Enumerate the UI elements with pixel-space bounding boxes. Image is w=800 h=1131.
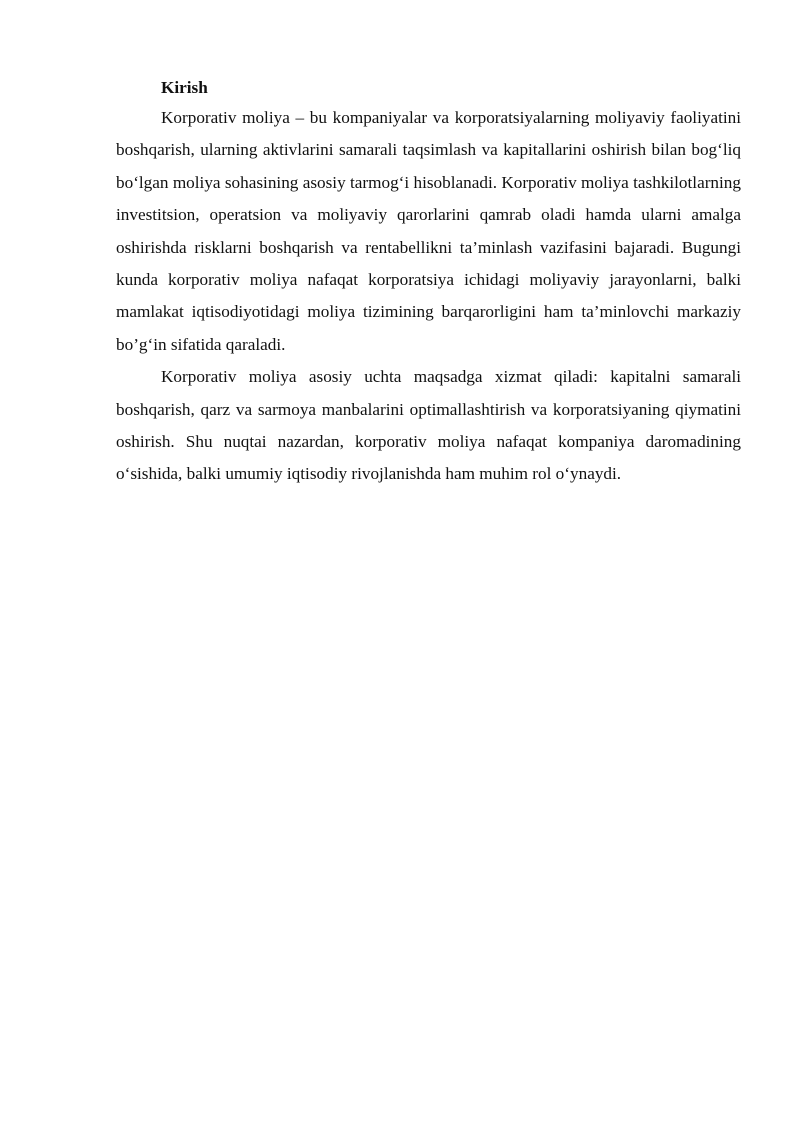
section-heading: Kirish: [161, 78, 208, 97]
paragraph-2: Korporativ moliya asosiy uchta maqsadga xizmat qiladi: kapitalni samarali boshqarish, qarz va sarmoya manbalarini optimallashtirish va korporatsiyaning qiymatini oshirish. Shu nuqtai nazardan, korporativ moliya nafaqat kompaniya daromadining o‘sishida, balki umumiy iqtisodiy rivojlanishda ham muhim rol o‘ynaydi.: [116, 367, 741, 484]
paragraph-1: Korporativ moliya – bu kompaniyalar va korporatsiyalarning moliyaviy faoliyatini boshqarish, ularning aktivlarini samarali taqsimlash va kapitallarini oshirish bilan bog‘liq bo‘lgan moliya sohasining asosiy tarmog‘i hisoblanadi. Korporativ moliya tashkilotlarning investitsion, operatsion va moliyaviy qarorlarini qamrab oladi hamda ularni amalga oshirishda risklarni boshqarish va rentabellikni ta’minlash vazifasini bajaradi. Bugungi kunda korporativ moliya nafaqat korporatsiya ichidagi moliyaviy jarayonlarni, balki mamlakat iqtisodiyotidagi moliya tizimining barqarorligini ham ta’minlovchi markaziy bo’g‘in sifatida qaraladi.: [116, 108, 741, 354]
document-body: [116, 74, 741, 491]
